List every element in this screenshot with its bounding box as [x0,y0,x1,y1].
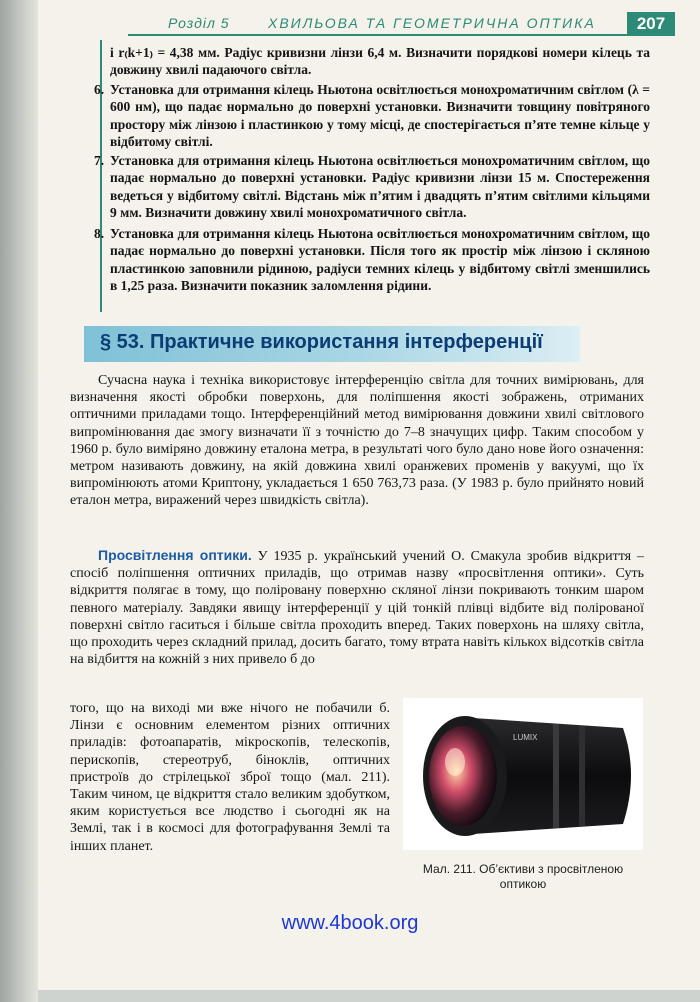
exercise-text: Установка для отримання кілець Ньютона освітлюється монохроматичним світлом (λ = 600 нм), що падає нормально до поверхні установки. Визначити товщину повітряного простору між лінзою і пластинкою у тому місці, де спостерігається п’яте темне кільце у відбитому світлі. [110,82,650,150]
running-header [128,14,640,36]
exercise-7 [94,152,650,222]
book-spine [0,0,38,1002]
exercise-text: Установка для отримання кілець Ньютона освітлюється монохроматичним світлом, що падає нормально до поверхні установки. Після того як простір між лінзою і скляною пластинкою заповнили рідиною, радіуси темних кілець у відбитому світлі зменшились в 1,25 раза. Визначити показник заломлення рідини. [110,226,650,294]
exercise-number: 8. [94,226,105,241]
figure-caption: Мал. 211. Об’єктиви з просвітленою оптикою [422,862,624,891]
chapter-title: ХВИЛЬОВА ТА ГЕОМЕТРИЧНА ОПТИКА [268,15,596,31]
page-number: 207 [627,12,675,36]
exercise-8 [94,225,650,295]
exercise-number: 7. [94,153,105,168]
chapter-label: Розділ 5 [168,15,230,31]
paragraph-lead: Просвітлення оптики. [98,547,252,563]
camera-lens-image [403,698,643,850]
exercise-text: і r₍k+1₎ = 4,38 мм. Радіус кривизни лінзи 6,4 м. Визначити порядкові номери кілець та довжину хвилі падаючого світла. [110,45,650,78]
section-heading-banner [84,326,580,362]
footer-watermark[interactable]: www.4book.org [281,912,419,934]
paragraph-body: У 1935 р. український учений О. Смакула зробив відкриття – спосіб поліпшення оптичних приладів, що отримав назву «просвітлення оптики». Суть відкриття полягає в тому, що поліровану поверхню скляної лінзи покривають тонким шаром певного матеріалу. Завдяки явищу інтерференції у цій тонкій плівці відбите від полірованої поверхні світло гаситься і більше світла проходить вперед. Таких поверхонь на шляху світла, що проходить через складний прилад, досить багато, тому втрата навіть кількох відсотків світла на відбиття на кожній з них привело б до [70,549,644,668]
exercise-text: Установка для отримання кілець Ньютона освітлюється монохроматичним світлом, що падає нормально до поверхні установки. Радіус кривизни лінзи 15 м. Спостереження ведеться у відбитому світлі. Відстань між п’ятим і двадцять п’ятим світлими кільцями 9 мм. Визначити довжину хвилі монохроматичного світла. [110,153,650,221]
exercise-6 [94,81,650,151]
paragraph-intro: Сучасна наука і техніка використовує інтерференцію світла для точних вимірювань, для визначення якості обробки поверхонь, для поліпшення якості зображень, отриманих оптичними приладами тощо. Інтерференційний метод вимірювання довжини хвилі світлового випромінювання дає змогу визначати її з точністю до 7–8 значущих цифр. Таким способом у 1960 р. було виміряно довжину еталона метра, в результаті чого було дано нове його означення: метром називають довжину, на якій довжина хвилі оранжевих променів у вакуумі, що їх випромінюють атоми Криптону, укладається 1 650 763,73 раза. (У 1983 р. було прийнято новий еталон метра, виражений через швидкість світла). [70,373,644,509]
lens-marking: LUMIX [513,733,538,742]
section-title: § 53. Практичне використання інтерференції [100,331,543,353]
paragraph-wrap-text: того, що на виході ми вже нічого не побачили б. Лінзи є основним елементом різних оптичних приладів: фотоапаратів, мікроскопів, телескопів, перископів, стереотруб, біноклів, оптичних пристроїв до стрілецької зброї тощо (мал. 211). Таким чином, це відкриття стало великим здобутком, яким користується все людство і сьогодні як на Землі, так і в космосі для фотографування Землі та інших планет. [70,701,390,854]
exercise-5-continued [110,44,650,79]
paragraph-antireflection [70,547,644,668]
exercise-number: 6. [94,82,105,97]
